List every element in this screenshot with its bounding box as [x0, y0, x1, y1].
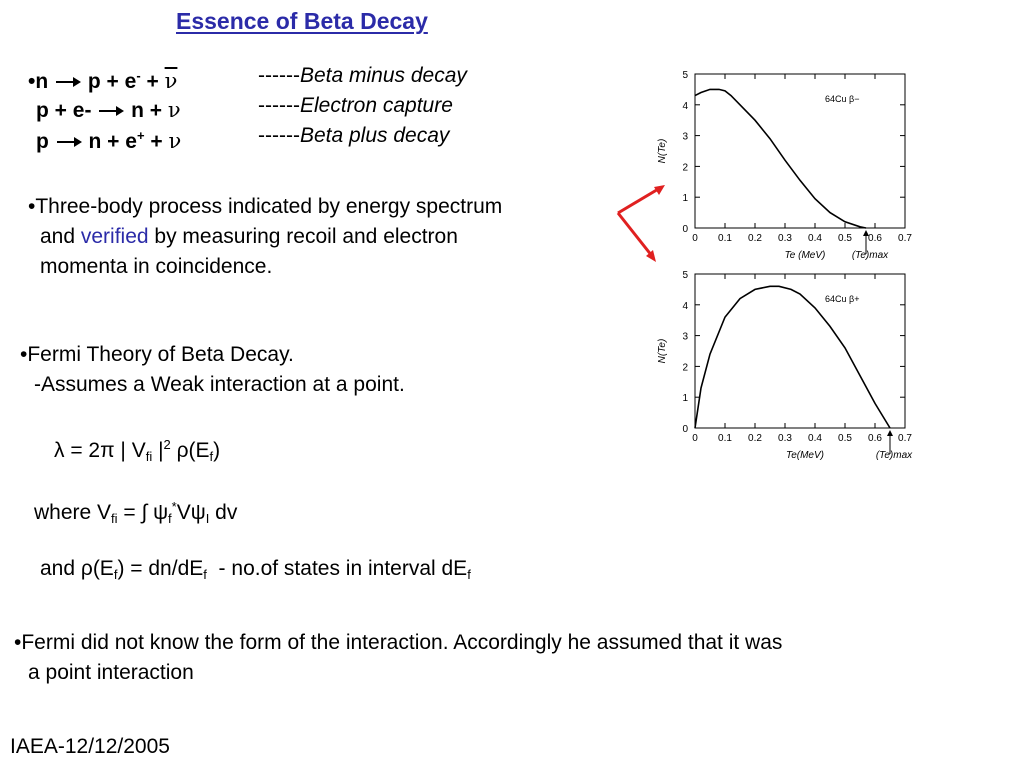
spectrum-chart-beta-plus [650, 262, 920, 462]
y-tick-label: 5 [682, 70, 688, 81]
x-tick-label: 0.6 [868, 233, 882, 244]
x-tick-label: 0.5 [838, 233, 852, 244]
x-tick-label: 0.3 [778, 233, 792, 244]
x-tick-label: 0.7 [898, 433, 912, 444]
y-tick-label: 3 [682, 131, 688, 143]
label-beta-plus: ------Beta plus decay [258, 124, 450, 147]
y-tick-label: 0 [682, 224, 688, 235]
plot-frame [695, 74, 905, 228]
neutrino-symbol: ν [167, 98, 181, 122]
y-tick-label: 0 [682, 424, 688, 435]
footer-date: IAEA-12/12/2005 [10, 735, 170, 758]
x-tick-label: 0 [692, 233, 698, 244]
y-axis-label: N(Te) [657, 338, 668, 364]
label-beta-minus: ------Beta minus decay [258, 64, 467, 87]
x-tick-label: 0.2 [748, 433, 762, 444]
endpoint-arrowhead [887, 430, 893, 436]
arrow-right-icon [55, 135, 83, 149]
y-tick-label: 1 [682, 193, 688, 205]
bullet-icon: • [20, 343, 28, 366]
spectrum-curve [695, 89, 866, 228]
reaction-beta-plus: p n + e+ + ν [36, 128, 182, 153]
y-tick-label: 2 [682, 362, 688, 374]
xmax-label: (Te)max [851, 250, 889, 261]
x-tick-label: 0.6 [868, 433, 882, 444]
y-axis-label: N(Te) [657, 138, 668, 164]
bullet-icon: • [28, 70, 36, 93]
x-tick-label: 0.3 [778, 433, 792, 444]
y-tick-label: 4 [682, 300, 688, 312]
x-tick-label: 0.4 [808, 433, 822, 444]
y-tick-label: 2 [682, 162, 688, 174]
reaction-beta-minus: •n $p + e^- + \overline{\nu}$ [28, 68, 178, 93]
equation-matrix-element: where $V_{fi}$ = ∫ $\psi_f^*V\psi_I$ dv [34, 499, 238, 526]
x-axis-label: Te (MeV) [784, 250, 826, 261]
label-electron-capture: ------Electron capture [258, 94, 453, 117]
reaction-electron-capture: p + e- n + ν [36, 98, 181, 122]
x-axis-label: Te(MeV) [786, 450, 824, 461]
point-interaction-paragraph: •Fermi did not know the form of the interaction. Accordingly he assumed that it was a point interaction [14, 631, 783, 684]
verified-link-text: verified [80, 225, 149, 248]
chart-annotation: 64Cu β− [825, 94, 860, 104]
y-tick-label: 1 [682, 393, 688, 405]
spectrum-curve [695, 286, 890, 428]
spectrum-chart-beta-minus [650, 62, 920, 262]
slide-title: Essence of Beta Decay [176, 8, 428, 34]
neutrino-symbol: ν [168, 129, 182, 153]
arrow-right-icon [54, 75, 82, 89]
arrow-right-icon [97, 104, 125, 118]
plot-frame [695, 274, 905, 428]
y-tick-label: 3 [682, 331, 688, 343]
x-tick-label: 0.2 [748, 233, 762, 244]
x-tick-label: 0.1 [718, 433, 732, 444]
x-tick-label: 0.4 [808, 233, 822, 244]
three-body-paragraph: •Three-body process indicated by energy spectrum and verified by measuring recoil and electron momenta in coincidence. [28, 195, 503, 278]
y-tick-label: 4 [682, 100, 688, 112]
bullet-icon: • [14, 631, 22, 654]
chart-annotation: 64Cu β+ [825, 294, 860, 304]
x-tick-label: 0.7 [898, 233, 912, 244]
fermi-heading: •Fermi Theory of Beta Decay. [20, 343, 294, 366]
equation-density-of-states: and $\rho(E_f) = dn/dE_f - no.of$ states in interval $dE_f$ [40, 557, 471, 582]
antineutrino-symbol: $\overline{\nu}$ [164, 69, 178, 93]
y-tick-label: 5 [682, 270, 688, 281]
fermi-assumption: -Assumes a Weak interaction at a point. [34, 373, 405, 396]
xmax-label: (Te)max [875, 450, 913, 461]
x-tick-label: 0.1 [718, 233, 732, 244]
x-tick-label: 0.5 [838, 433, 852, 444]
x-tick-label: 0 [692, 433, 698, 444]
equation-decay-rate: λ = 2π | $V_{fi}$ $|^2$ $\rho(E_f)$ [54, 437, 221, 464]
bullet-icon: • [28, 195, 36, 218]
